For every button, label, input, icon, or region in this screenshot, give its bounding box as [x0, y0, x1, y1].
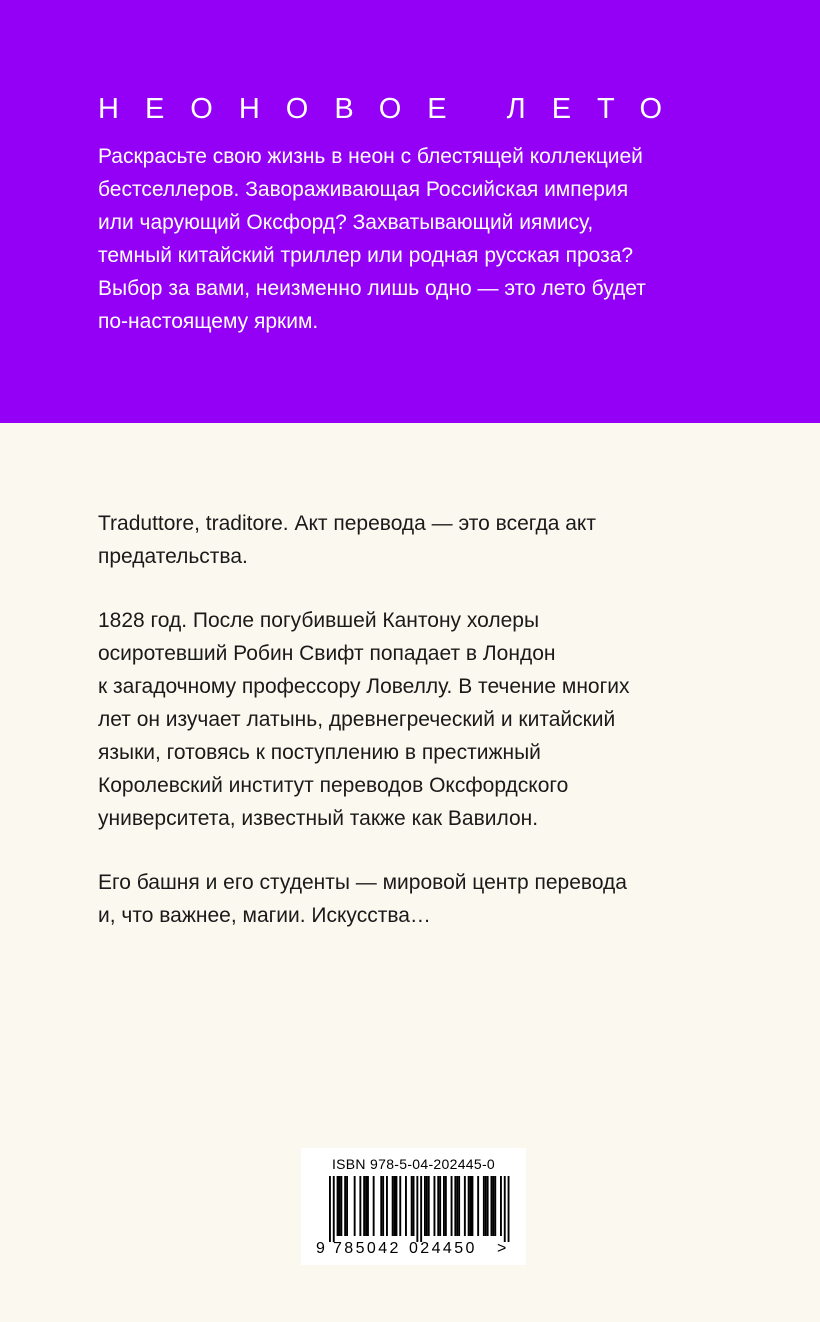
series-description-line: бестселлеров. Завораживающая Российская империя [98, 178, 629, 201]
barcode-bar [424, 1176, 426, 1236]
barcode-bar [344, 1176, 346, 1236]
barcode-digit-first: 9 [316, 1240, 325, 1257]
barcode-guard-bar [416, 1176, 418, 1242]
barcode-bar [500, 1176, 502, 1236]
annotation-line: языки, готовясь к поступлению в престижный [98, 741, 541, 764]
barcode-bar [477, 1176, 479, 1236]
annotation-line: университета, известный также как Вавилон. [98, 807, 539, 830]
barcode-bar [458, 1176, 460, 1236]
series-description-line: Раскрасьте свою жизнь в неон с блестящей коллекцией [98, 145, 643, 168]
barcode-bar [354, 1176, 356, 1236]
barcode-bar [359, 1176, 361, 1236]
annotation-line: к загадочному профессору Ловеллу. В течение многих [98, 675, 630, 698]
barcode-bar [367, 1176, 369, 1236]
barcode-bar [373, 1176, 375, 1236]
barcode-bar [386, 1176, 388, 1236]
barcode-bar [426, 1176, 428, 1236]
annotation-line: 1828 год. После погубившей Кантону холеры [98, 609, 540, 632]
barcode-bar [443, 1176, 445, 1236]
barcode-bar [439, 1176, 441, 1236]
series-description-line: по-настоящему ярким. [98, 310, 319, 333]
barcode-bar [392, 1176, 394, 1236]
isbn-label: ISBN 978-5-04-202445-0 [331, 1156, 496, 1172]
annotation-paragraph-1 [98, 507, 778, 573]
barcode-guard-bar [420, 1176, 422, 1242]
barcode-bar [411, 1176, 413, 1236]
annotation-line: Королевский институт переводов Оксфордского [98, 774, 569, 797]
barcode-bar [491, 1176, 493, 1236]
barcode-bar [337, 1176, 339, 1236]
annotation-line: Traduttore, traditore. Акт перевода — это всегда акт [98, 512, 596, 535]
barcode-bar [399, 1176, 401, 1236]
annotation-line: Его башня и его студенты — мировой центр перевода [98, 871, 627, 894]
series-description-line: Выбор за вами, неизменно лишь одно — это лето будет [98, 277, 646, 300]
series-description-line: или чарующий Оксфорд? Захватывающий иямису, [98, 211, 594, 234]
barcode-bar [485, 1176, 487, 1236]
barcode-bar [382, 1176, 384, 1236]
barcode-bar [340, 1176, 342, 1236]
barcode-bar [472, 1176, 474, 1236]
barcode-guard-bar [329, 1176, 331, 1242]
barcode-arrow: > [497, 1240, 507, 1257]
barcode-bar [464, 1176, 466, 1236]
annotation-paragraph-3 [98, 866, 778, 932]
isbn-barcode-block [301, 1148, 526, 1265]
barcode-image [301, 1176, 526, 1242]
barcode-bar [363, 1176, 365, 1236]
annotation-line: лет он изучает латынь, древнегреческий и китайский [98, 708, 616, 731]
barcode-guard-bar [504, 1176, 506, 1242]
barcode-bar [428, 1176, 430, 1236]
barcode-bar [483, 1176, 485, 1236]
annotation-paragraph-2 [98, 604, 778, 835]
barcode-digits-right: 024450 [409, 1240, 477, 1257]
barcode-bar [470, 1176, 472, 1236]
series-band [0, 0, 820, 423]
barcode-bar [468, 1176, 470, 1236]
annotation-line: и, что важнее, магии. Искусства… [98, 904, 431, 927]
annotation-line: предательства. [98, 545, 248, 568]
barcode-bar [434, 1176, 436, 1236]
series-description [98, 140, 778, 338]
barcode-bar [492, 1176, 494, 1236]
series-description-line: темный китайский триллер или родная русская проза? [98, 244, 634, 267]
barcode-guard-bar [333, 1176, 335, 1242]
barcode-digits-left: 785042 [333, 1240, 401, 1257]
barcode-bar [405, 1176, 407, 1236]
barcode-bar [365, 1176, 367, 1236]
barcode-bar [494, 1176, 496, 1236]
barcode-bar [380, 1176, 382, 1236]
barcode-bar [437, 1176, 439, 1236]
barcode-bar [487, 1176, 489, 1236]
barcode-guard-bar [508, 1176, 510, 1242]
series-title: НЕОНОВОЕ ЛЕТО [98, 93, 689, 125]
barcode-bar [445, 1176, 447, 1236]
barcode-digits [301, 1240, 526, 1262]
barcode-bar [346, 1176, 348, 1236]
barcode-bar [451, 1176, 453, 1236]
annotation-line: осиротевший Робин Свифт попадает в Лондон [98, 642, 556, 665]
barcode-bar [454, 1176, 456, 1236]
barcode-bar [456, 1176, 458, 1236]
barcode-bar [394, 1176, 396, 1236]
barcode-bar [396, 1176, 398, 1236]
barcode-bar [339, 1176, 341, 1236]
barcode-bar [413, 1176, 415, 1236]
